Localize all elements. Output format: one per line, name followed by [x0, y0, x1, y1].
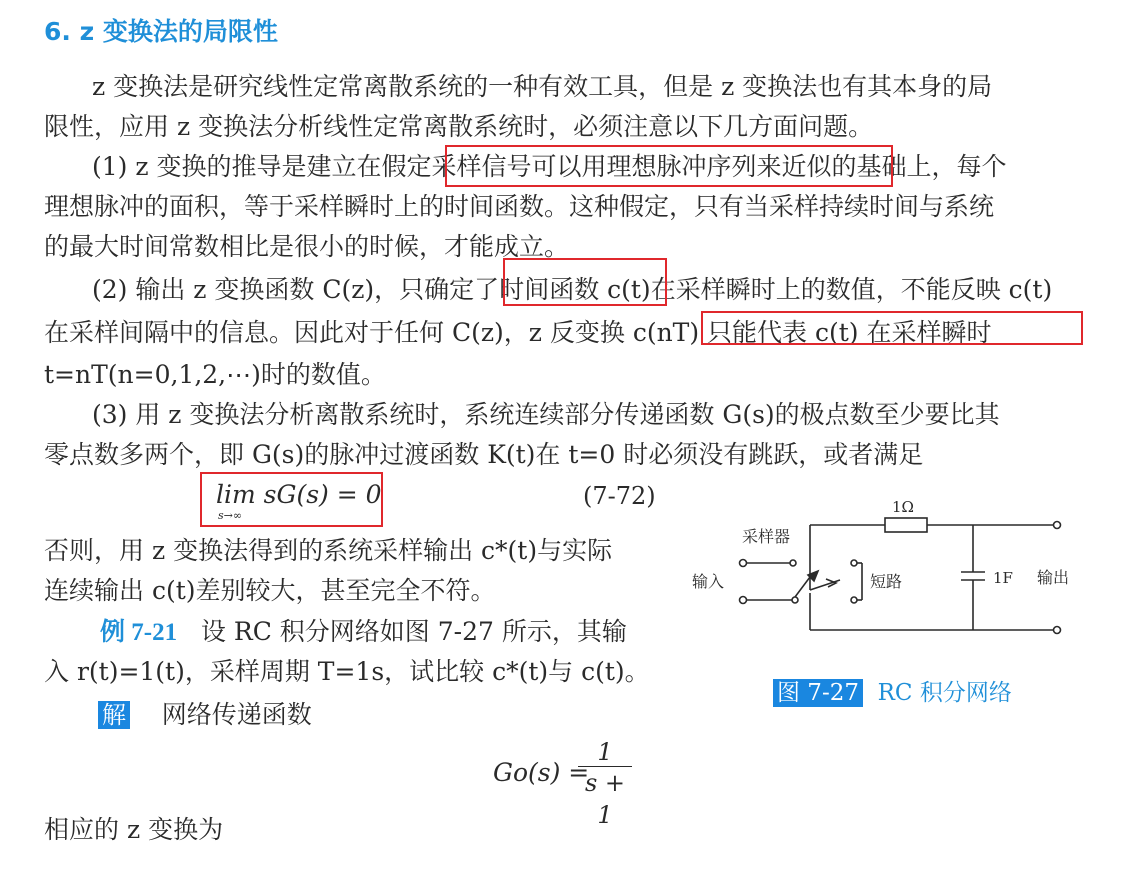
- example-label: 例 7-21: [100, 619, 178, 646]
- point-3-line-2: 零点数多两个，即 G(s)的脉冲过渡函数 K(t)在 t=0 时必须没有跳跃，或者满足: [44, 440, 924, 469]
- z-transform-line: 相应的 z 变换为: [44, 815, 224, 844]
- point-1-line-3: 的最大时间常数相比是很小的时候，才能成立。: [44, 232, 570, 261]
- input-terminal-top: [740, 560, 747, 567]
- limit-equation: lim sG(s) = 0: [216, 480, 382, 509]
- short-contact-bottom: [851, 597, 857, 603]
- resistor-label: 1Ω: [892, 498, 914, 516]
- input-terminal-bottom: [740, 597, 747, 604]
- point-2-highlight-a: 时间函数 c(t): [499, 275, 651, 304]
- input-label: 输入: [692, 572, 725, 591]
- intro-line-1: z 变换法是研究线性定常离散系统的一种有效工具，但是 z 变换法也有其本身的局: [92, 72, 993, 101]
- solution-label: 解: [98, 701, 130, 729]
- rc-circuit-diagram: [680, 495, 1100, 655]
- section-heading: 6. z 变换法的局限性: [44, 17, 278, 46]
- output-terminal-top: [1054, 522, 1061, 529]
- figure-caption-text: RC 积分网络: [877, 680, 1012, 706]
- highlight-box-3: [701, 311, 1083, 345]
- otherwise-line-2: 连续输出 c(t)差别较大，甚至完全不符。: [44, 576, 496, 605]
- output-label: 输出: [1037, 568, 1070, 587]
- fraction-numerator: 1: [597, 738, 613, 766]
- solution-line: [98, 700, 312, 730]
- otherwise-line-1: 否则，用 z 变换法得到的系统采样输出 c*(t)与实际: [44, 536, 613, 565]
- equation-number: (7-72): [583, 482, 656, 510]
- capacitor-label: 1F: [993, 569, 1013, 587]
- sampler-label: 采样器: [742, 527, 791, 546]
- point-2-text-a: (2) 输出 z 变换函数 C(z)，只确定了: [92, 275, 500, 304]
- example-line-1: [100, 617, 627, 648]
- fraction-denominator: s + 1: [584, 769, 626, 829]
- point-1-text-a: (1) z 变换的推导是建立在假定: [92, 152, 432, 181]
- point-1-text-c: 的基础上，每个: [831, 152, 1007, 181]
- example-text-1: 设 RC 积分网络如图 7-27 所示，其输: [200, 617, 627, 646]
- resistor-symbol: [885, 518, 927, 532]
- sampler-contact-bottom: [792, 597, 798, 603]
- highlight-box-1: [445, 145, 893, 187]
- point-2-highlight-b: c(nT) 只能代表 c(t) 在采样瞬时: [632, 318, 992, 347]
- highlight-box-2: [503, 258, 667, 306]
- transfer-lhs: Go(s) =: [493, 758, 590, 787]
- point-2-line-3: t=nT(n=0,1,2,⋯)时的数值。: [44, 360, 386, 389]
- example-line-2: 入 r(t)=1(t)，采样周期 T=1s，试比较 c*(t)与 c(t)。: [44, 657, 650, 686]
- solution-text: 网络传递函数: [161, 700, 312, 729]
- sampler-contact-top: [790, 560, 796, 566]
- point-2-text-d: 在采样间隔中的信息。因此对于任何 C(z)，z 反变换: [44, 318, 633, 347]
- output-terminal-bottom: [1054, 627, 1061, 634]
- figure-caption: [773, 674, 1012, 707]
- point-2-text-c: 在采样瞬时上的数值，不能反映 c(t): [650, 275, 1053, 304]
- point-1-highlight: 采样信号可以用理想脉冲序列来近似: [431, 152, 832, 181]
- intro-line-2: 限性，应用 z 变换法分析线性定常离散系统时，必须注意以下几方面问题。: [44, 112, 874, 141]
- short-contact-top: [851, 560, 857, 566]
- transfer-fraction: [578, 738, 632, 831]
- figure-number-tag: 图 7-27: [773, 679, 863, 707]
- limit-subscript: s→∞: [218, 509, 243, 522]
- point-3-line-1: (3) 用 z 变换法分析离散系统时，系统连续部分传递函数 G(s)的极点数至少要比其: [92, 400, 1000, 429]
- point-1-line-2: 理想脉冲的面积，等于采样瞬时上的时间函数。这种假定，只有当采样持续时间与系统: [44, 192, 995, 221]
- short-circuit-label: 短路: [870, 572, 903, 591]
